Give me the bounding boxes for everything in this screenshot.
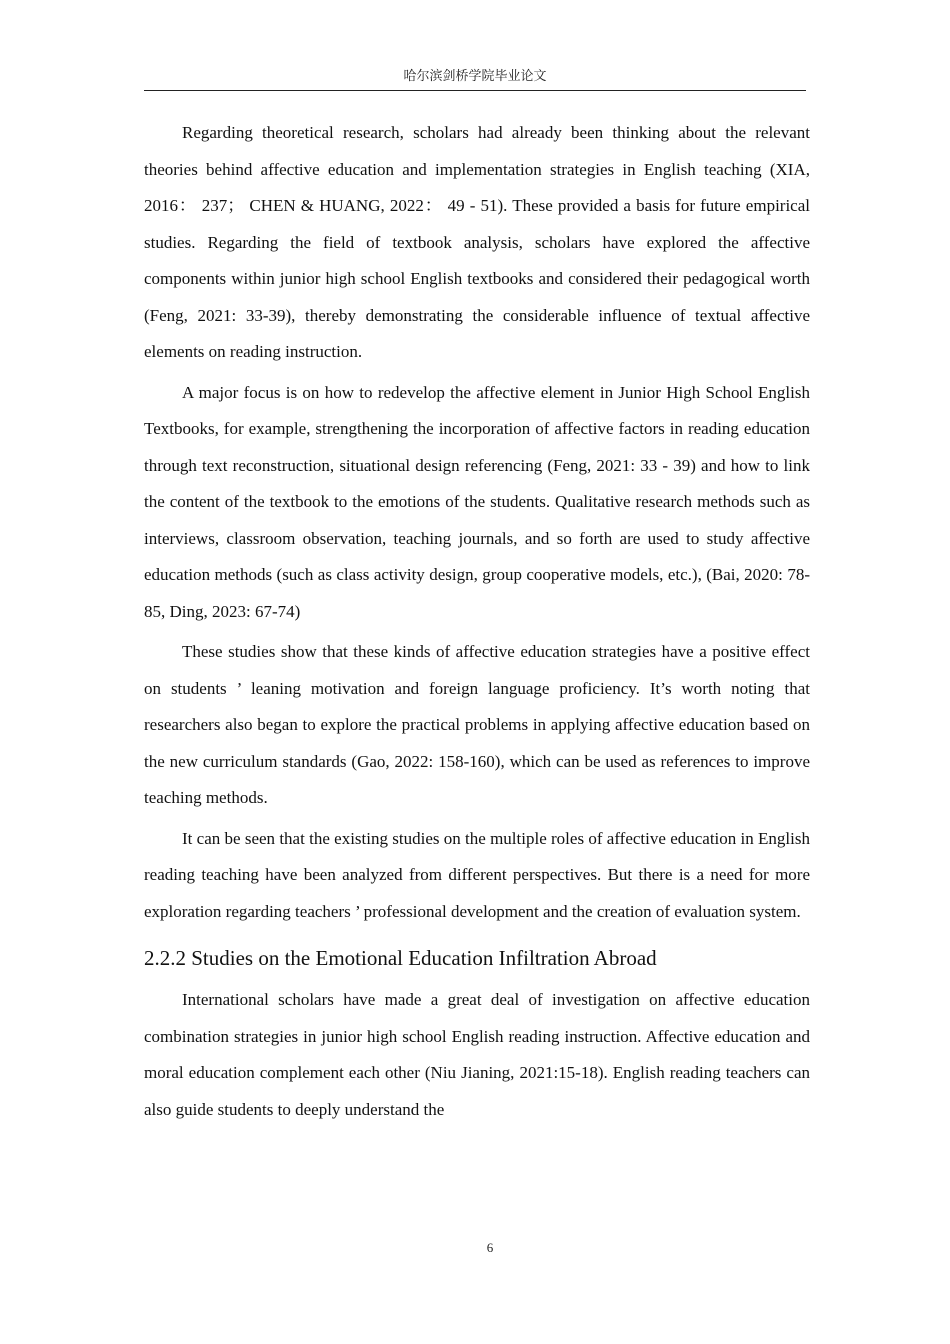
section-paragraph: International scholars have made a great deal of investigation on affective education combination strategies in junior high school English reading instruction. Affective education and moral education complement each other (Niu Jianing, 2021:15-18). English reading teachers can also guide students to deeply understand the — [144, 990, 810, 1119]
page-number: 6 — [486, 1240, 494, 1255]
body-paragraph: These studies show that these kinds of affective education strategies have a positive effect on students ’ leaning motivation and foreign language proficiency. It’s worth noting that researchers also began to explore the practical problems in applying affective education based on the new curriculum standards (Gao, 2022: 158-160), which can be used as references to improve teaching methods. — [144, 642, 810, 807]
page-header — [144, 66, 806, 91]
document-body — [144, 115, 810, 1132]
section-heading: 2.2.2 Studies on the Emotional Education Infiltration Abroad — [144, 946, 657, 970]
body-paragraph: Regarding theoretical research, scholars had already been thinking about the relevant theories behind affective education and implementation strategies in English teaching (XIA, 2016： 237； CHEN & HUANG, 2022： 49 - 51). These provided a basis for future empirical studies. Regarding the field of textbook analysis, scholars have explored the affective components within junior high school English textbooks and considered their pedagogical worth (Feng, 2021: 33-39), thereby demonstrating the considerable influence of textual affective elements on reading instruction. — [144, 123, 810, 361]
body-paragraph: It can be seen that the existing studies on the multiple roles of affective education in English reading teaching have been analyzed from different perspectives. But there is a need for more exploration regarding teachers ’ professional development and the creation of evaluation system. — [144, 828, 810, 921]
body-paragraph: A major focus is on how to redevelop the affective element in Junior High School English Textbooks, for example, strengthening the incorporation of affective factors in reading education through text reconstruction, situational design referencing (Feng, 2021: 33 - 39) and how to link the content of the textbook to the emotions of the students. Qualitative research methods such as interviews, classroom observation, teaching journals, and so forth are used to study affective education methods (such as class activity design, group cooperative models, etc.), (Bai, 2020: 78-85, Ding, 2023: 67-74) — [144, 382, 810, 621]
header-title: 哈尔滨剑桥学院毕业论文 — [403, 69, 547, 84]
